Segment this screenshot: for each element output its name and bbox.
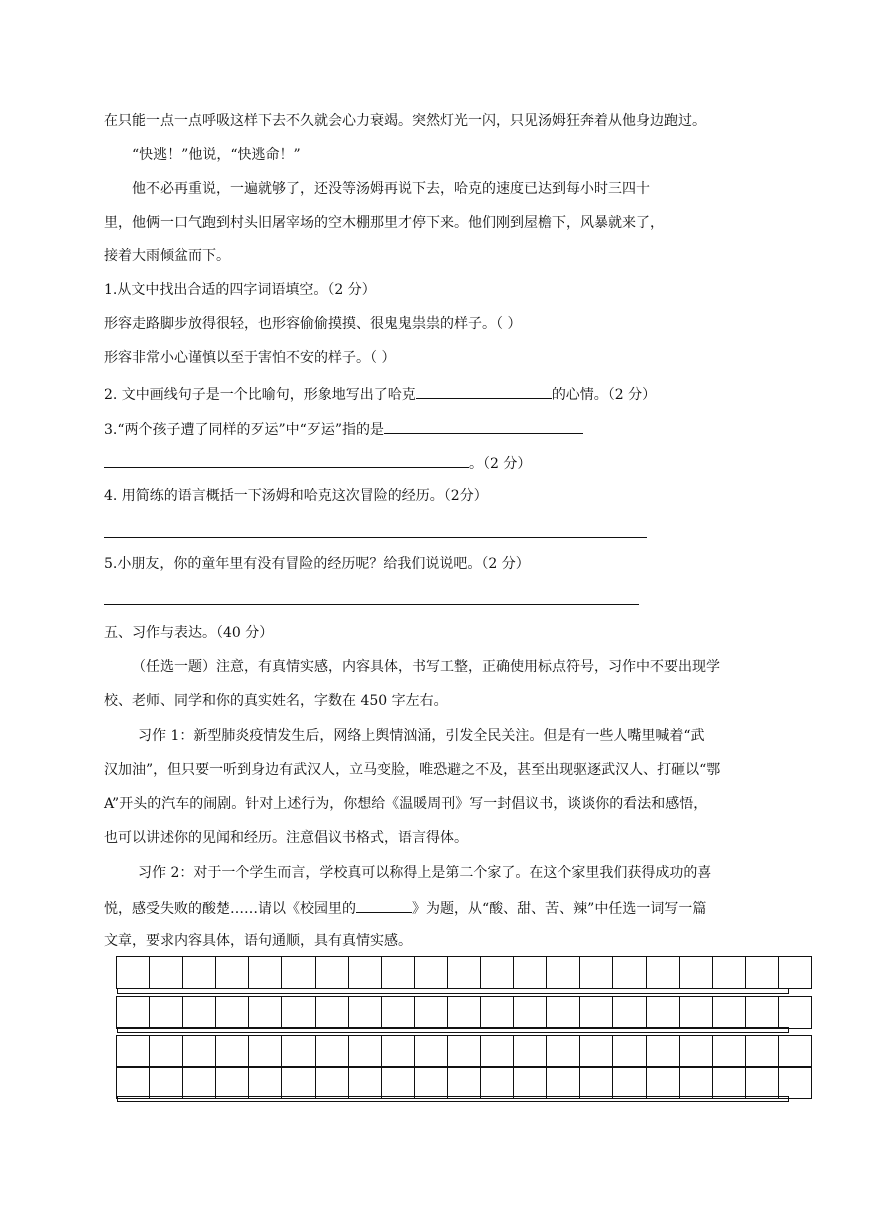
grid-cell[interactable] [149, 1066, 183, 1099]
grid-cell[interactable] [447, 996, 481, 1029]
grid-cell[interactable] [513, 996, 547, 1029]
grid-cell[interactable] [215, 1066, 249, 1099]
grid-cell[interactable] [414, 956, 448, 989]
grid-cell[interactable] [315, 996, 349, 1029]
grid-row [117, 956, 812, 988]
grid-cell[interactable] [480, 956, 514, 989]
grid-cell[interactable] [381, 956, 415, 989]
grid-cell[interactable] [215, 956, 249, 989]
grid-cell[interactable] [778, 996, 812, 1029]
grid-cell[interactable] [513, 1066, 547, 1099]
grid-cell[interactable] [612, 1035, 646, 1068]
grid-cell[interactable] [414, 1066, 448, 1099]
grid-spacer-strip [117, 1027, 789, 1033]
question-3-text: 3.“两个孩子遭了同样的歹运”中“歹运”指的是 [104, 422, 384, 438]
grid-cell[interactable] [447, 1035, 481, 1068]
grid-cell[interactable] [480, 1066, 514, 1099]
grid-cell[interactable] [679, 1035, 713, 1068]
grid-cell[interactable] [513, 956, 547, 989]
grid-cell[interactable] [579, 996, 613, 1029]
grid-cell[interactable] [778, 1066, 812, 1099]
question-5: 5.小朋友，你的童年里有没有冒险的经历呢？给我们说说吧。（2 分） [104, 556, 530, 572]
prompt-2-text-cont: 》为题，从“酸、甜、苦、辣”中任选一词写一篇 [412, 901, 707, 917]
grid-cell[interactable] [182, 1035, 216, 1068]
grid-cell[interactable] [712, 1066, 746, 1099]
question-4: 4. 用简练的语言概括一下汤姆和哈克这次冒险的经历。（2分） [104, 488, 488, 504]
grid-cell[interactable] [546, 996, 580, 1029]
title-blank[interactable] [356, 898, 412, 913]
story-paragraph-line: 他不必再重说，一遍就够了，还没等汤姆再说下去，哈克的速度已达到每小时三四十 [132, 181, 650, 197]
grid-cell[interactable] [248, 956, 282, 989]
grid-row [117, 996, 812, 1028]
answer-line[interactable] [104, 604, 639, 605]
prompt-2: 习作 2：对于一个学生而言，学校真可以称得上是第二个家了。在这个家里我们获得成功的喜 [138, 865, 712, 881]
grid-cell[interactable] [745, 996, 779, 1029]
prompt-2: 文章，要求内容具体，语句通顺，具有真情实感。 [104, 933, 412, 949]
grid-cell[interactable] [414, 1035, 448, 1068]
grid-cell[interactable] [348, 1035, 382, 1068]
grid-row [117, 1035, 812, 1067]
grid-cell[interactable] [348, 1066, 382, 1099]
question-1b: 形容非常小心谨慎以至于害怕不安的样子。（ ） [104, 350, 396, 366]
question-1a: 形容走路脚步放得很轻，也形容偷偷摸摸、很鬼鬼祟祟的样子。（ ） [104, 316, 522, 332]
question-2-text: 2. 文中画线句子是一个比喻句，形象地写出了哈克 [104, 387, 416, 403]
grid-cell[interactable] [745, 956, 779, 989]
grid-cell[interactable] [612, 956, 646, 989]
grid-cell[interactable] [215, 996, 249, 1029]
grid-cell[interactable] [281, 1066, 315, 1099]
grid-cell[interactable] [579, 956, 613, 989]
prompt-2-text: 悦，感受失败的酸楚……请以《校园里的 [104, 901, 356, 917]
grid-cell[interactable] [646, 996, 680, 1029]
grid-cell[interactable] [182, 956, 216, 989]
grid-cell[interactable] [116, 956, 150, 989]
grid-cell[interactable] [281, 996, 315, 1029]
grid-cell[interactable] [149, 956, 183, 989]
grid-cell[interactable] [447, 956, 481, 989]
grid-cell[interactable] [381, 1035, 415, 1068]
grid-cell[interactable] [712, 956, 746, 989]
grid-cell[interactable] [513, 1035, 547, 1068]
answer-blank[interactable] [416, 384, 552, 399]
grid-row [117, 1066, 812, 1098]
grid-cell[interactable] [679, 956, 713, 989]
story-paragraph-line: 里，他俩一口气跑到村头旧屠宰场的空木棚那里才停下来。他们刚到屋檐下，风暴就来了， [104, 215, 664, 231]
grid-cell[interactable] [612, 996, 646, 1029]
grid-cell[interactable] [281, 956, 315, 989]
grid-cell[interactable] [745, 1066, 779, 1099]
grid-cell[interactable] [546, 1035, 580, 1068]
grid-cell[interactable] [215, 1035, 249, 1068]
grid-cell[interactable] [348, 996, 382, 1029]
grid-cell[interactable] [248, 1066, 282, 1099]
question-3-continued [104, 453, 531, 473]
grid-cell[interactable] [546, 956, 580, 989]
story-paragraph-line: 接着大雨倾盆而下。 [104, 248, 230, 264]
grid-cell[interactable] [745, 1035, 779, 1068]
answer-blank[interactable] [104, 453, 469, 468]
grid-cell[interactable] [248, 1035, 282, 1068]
grid-cell[interactable] [679, 996, 713, 1029]
grid-cell[interactable] [348, 956, 382, 989]
grid-cell[interactable] [381, 1066, 415, 1099]
grid-cell[interactable] [646, 1066, 680, 1099]
grid-cell[interactable] [315, 956, 349, 989]
question-2-suffix: 的心情。（2 分） [551, 387, 657, 403]
question-3 [104, 419, 583, 439]
grid-cell[interactable] [116, 996, 150, 1029]
composition-grid[interactable] [117, 956, 787, 1106]
grid-cell[interactable] [579, 1035, 613, 1068]
grid-spacer-strip [117, 1096, 789, 1102]
section-instructions: （任选一题）注意，有真情实感，内容具体，书写工整，正确使用标点符号，习作中不要出现学 [132, 659, 720, 675]
grid-cell[interactable] [281, 1035, 315, 1068]
question-1: 1.从文中找出合适的四字词语填空。（2 分） [104, 282, 376, 298]
answer-blank[interactable] [384, 419, 583, 434]
grid-spacer-strip [117, 988, 789, 994]
grid-cell[interactable] [480, 996, 514, 1029]
grid-cell[interactable] [381, 996, 415, 1029]
grid-cell[interactable] [612, 1066, 646, 1099]
prompt-1: A”开头的汽车的闹剧。针对上述行为，你想给《温暖周刊》写一封倡议书，谈谈你的看法和感悟， [104, 796, 708, 812]
grid-cell[interactable] [546, 1066, 580, 1099]
prompt-1: 习作 1：新型肺炎疫情发生后，网络上舆情汹涌，引发全民关注。但是有一些人嘴里喊着“武 [138, 728, 705, 744]
grid-cell[interactable] [679, 1066, 713, 1099]
grid-cell[interactable] [480, 1035, 514, 1068]
grid-cell[interactable] [579, 1066, 613, 1099]
grid-cell[interactable] [778, 956, 812, 989]
grid-cell[interactable] [778, 1035, 812, 1068]
grid-cell[interactable] [182, 996, 216, 1029]
prompt-1: 也可以讲述你的见闻和经历。注意倡议书格式，语言得体。 [104, 830, 468, 846]
section-instructions: 校、老师、同学和你的真实姓名，字数在 450 字左右。 [104, 693, 448, 709]
grid-cell[interactable] [149, 1035, 183, 1068]
grid-cell[interactable] [712, 1035, 746, 1068]
grid-cell[interactable] [315, 1035, 349, 1068]
grid-cell[interactable] [447, 1066, 481, 1099]
grid-cell[interactable] [116, 1035, 150, 1068]
story-dialogue: “快逃！”他说，“快逃命！” [132, 147, 301, 163]
grid-cell[interactable] [116, 1066, 150, 1099]
section-heading: 五、习作与表达。（40 分） [104, 625, 274, 641]
answer-line[interactable] [104, 537, 647, 538]
prompt-2 [104, 898, 706, 918]
grid-cell[interactable] [646, 1035, 680, 1068]
grid-cell[interactable] [646, 956, 680, 989]
grid-cell[interactable] [315, 1066, 349, 1099]
prompt-1: 汉加油”，但只要一听到身边有武汉人，立马变脸，唯恐避之不及，甚至出现驱逐武汉人、打砸以“鄂 [104, 762, 721, 778]
question-3-suffix: 。（2 分） [469, 456, 532, 472]
question-2 [104, 384, 656, 404]
story-paragraph-line: 在只能一点一点呼吸这样下去不久就会心力衰竭。突然灯光一闪，只见汤姆狂奔着从他身边跑过。 [104, 113, 706, 129]
grid-cell[interactable] [712, 996, 746, 1029]
grid-cell[interactable] [414, 996, 448, 1029]
grid-cell[interactable] [248, 996, 282, 1029]
grid-cell[interactable] [149, 996, 183, 1029]
grid-cell[interactable] [182, 1066, 216, 1099]
